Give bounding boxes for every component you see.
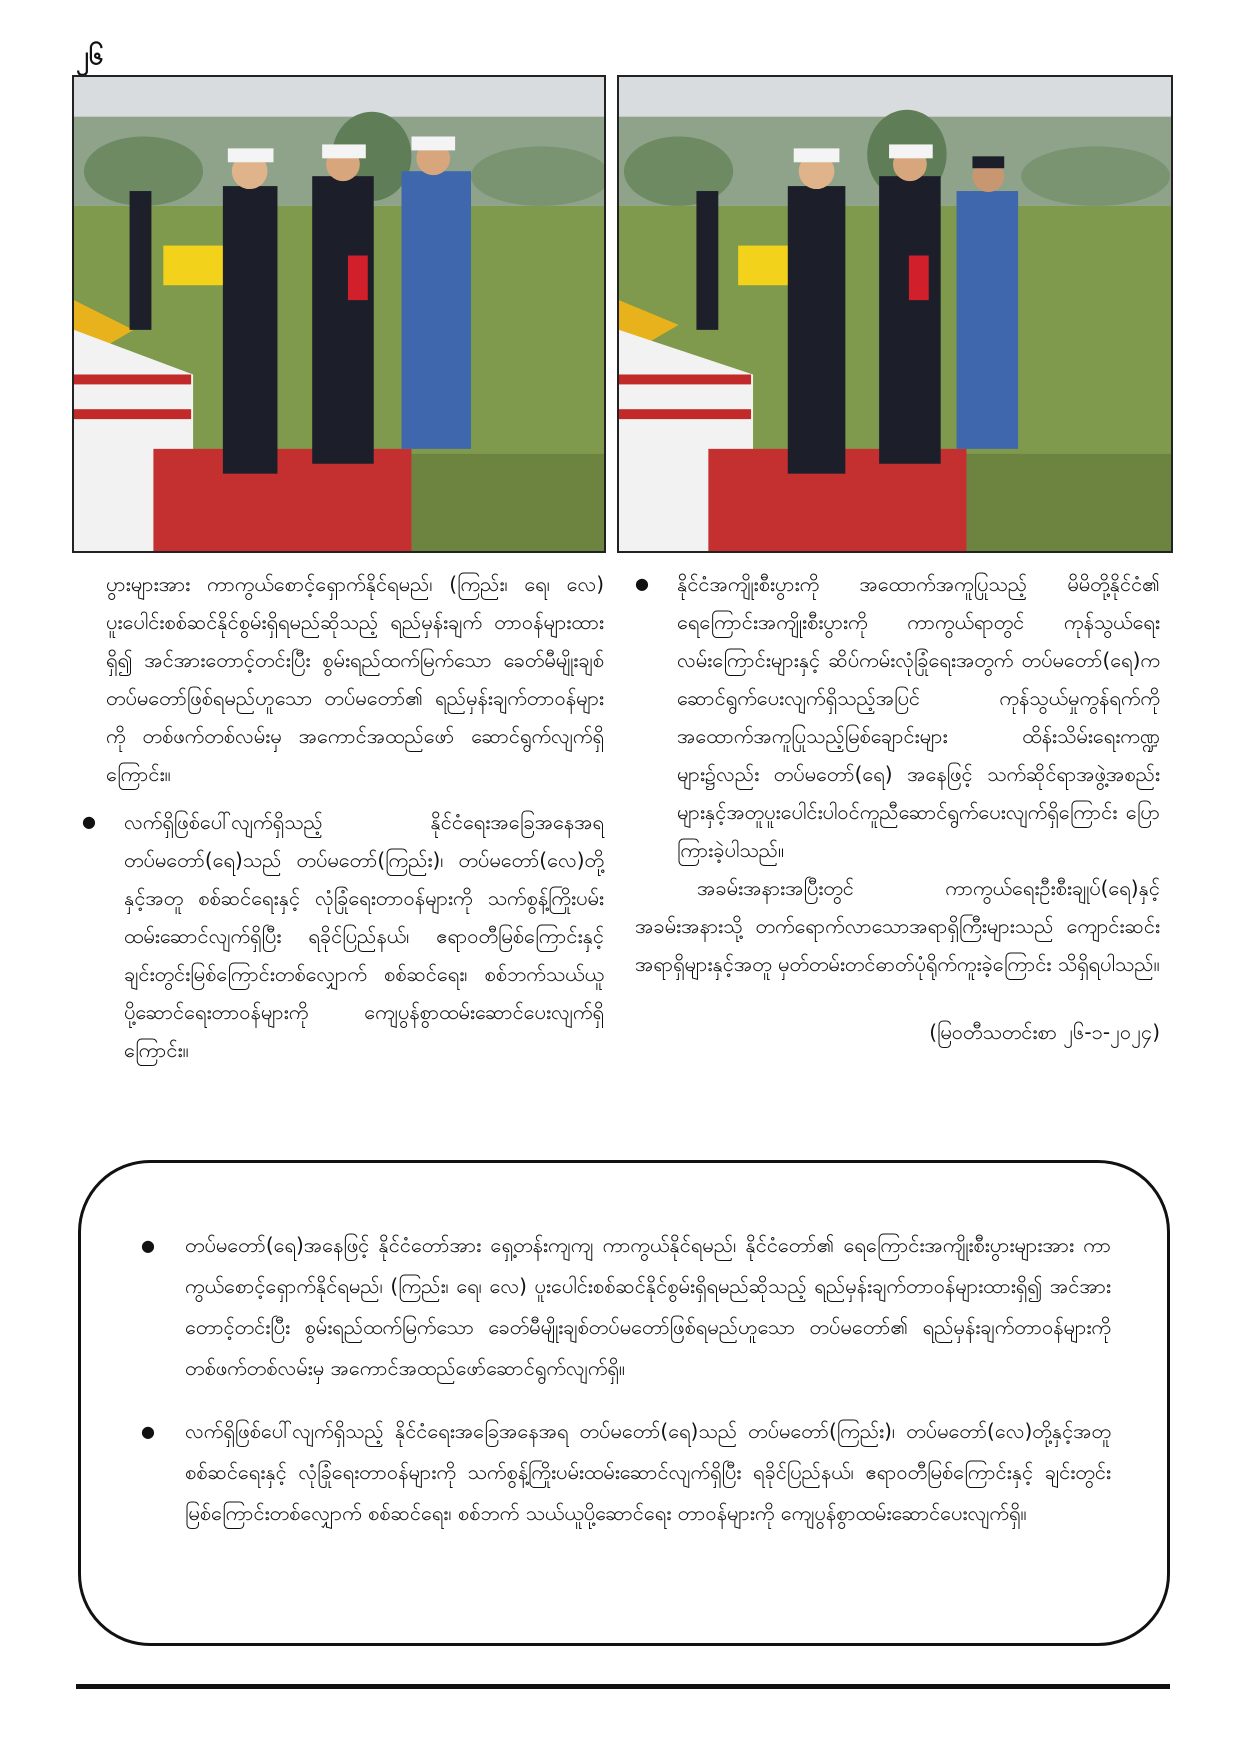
summary-bullet-operations: ● လက်ရှိဖြစ်ပေါ်လျက်ရှိသည့် နိုင်ငံရေးအခြေအနေအရ တပ်မတော်(ရေ)သည် တပ်မတော်(ကြည်း)၊ တပ်မတော်(လေ)တို့နှင့်အတူ စစ်ဆင်ရေးနှင့် လုံခြုံရေးတာဝန်များကို သက်စွန့်ကြိုးပမ်းထမ်းဆောင်လျက်ရှိပြီး ရခိုင်ပြည်နယ်၊ ဧရာဝတီမြစ်ကြောင်းနှင့် ချင်းတွင်းမြစ်ကြောင်းတစ်လျှောက် စစ်ဆင်ရေး၊ စစ်ဘက် သယ်ယူပို့ဆောင်ရေး တာဝန်များကို ကျေပွန်စွာထမ်းဆောင်ပေးလျက်ရှိ။	[141, 1411, 1111, 1534]
ceremony-photo-icon	[619, 77, 1171, 551]
continued-paragraph: ပွားများအား ကာကွယ်စောင့်ရှောက်နိုင်ရမည်၊ (ကြည်း၊ ရေ၊ လေ) ပူးပေါင်းစစ်ဆင်နိုင်စွမ်းရှိရမည်ဆိုသည့် ရည်မှန်းချက် တာဝန်များထားရှိ၍ အင်အားတောင့်တင်းပြီး စွမ်းရည်ထက်မြက်သော ခေတ်မီမျိုးချစ်တပ်မတော်ဖြစ်ရမည်ဟူသော တပ်မတော်၏ ရည်မှန်းချက်တာဝန်များကို တစ်ဖက်တစ်လမ်းမှ အကောင်အထည်ဖော် ဆောင်ရွက်လျက်ရှိကြောင်း။	[106, 572, 604, 786]
news-source: (မြဝတီသတင်းစာ ၂၆-၁-၂၀၂၄)	[929, 1020, 1160, 1044]
page-number: ၂၆	[76, 41, 104, 71]
ceremony-photo-icon	[74, 77, 604, 551]
bullet-operations: ● လက်ရှိဖြစ်ပေါ်လျက်ရှိသည့် နိုင်ငံရေးအခြေအနေအရ တပ်မတော်(ရေ)သည် တပ်မတော်(ကြည်း)၊ တပ်မတော်(လေ)တို့နှင့်အတူ စစ်ဆင်ရေးနှင့် လုံခြုံရေးတာဝန်များကို သက်စွန့်ကြိုးပမ်းထမ်းဆောင်လျက်ရှိပြီး ရခိုင်ပြည်နယ်၊ ဧရာဝတီမြစ်ကြောင်းနှင့် ချင်းတွင်းမြစ်ကြောင်းတစ်လျှောက် စစ်ဆင်ရေး၊ စစ်ဘက်သယ်ယူပို့ဆောင်ရေးတာဝန်များကို ကျေပွန်စွာထမ်းဆောင်ပေးလျက်ရှိကြောင်း။	[82, 803, 604, 1069]
left-column	[82, 565, 604, 1069]
summary-bullet-defense: ● တပ်မတော်(ရေ)အနေဖြင့် နိုင်ငံတော်အား ရှေ့တန်းကျကျ ကာကွယ်နိုင်ရမည်၊ နိုင်ငံတော်၏ ရေကြောင်းအကျိုးစီးပွားများအား ကာကွယ်စောင့်ရှောက်နိုင်ရမည်၊ (ကြည်း၊ ရေ၊ လေ) ပူးပေါင်းစစ်ဆင်နိုင်စွမ်းရှိရမည်ဆိုသည့် ရည်မှန်းချက်တာဝန်များထားရှိ၍ အင်အားတောင့်တင်းပြီး စွမ်းရည်ထက်မြက်သော ခေတ်မီမျိုးချစ်တပ်မတော်ဖြစ်ရမည်ဟူသော တပ်မတော်၏ ရည်မှန်းချက်တာဝန်များကို တစ်ဖက်တစ်လမ်းမှ အကောင်အထည်ဖော်ဆောင်ရွက်လျက်ရှိ။	[141, 1225, 1111, 1389]
ceremony-photo-right	[617, 75, 1173, 553]
summary-box	[78, 1160, 1170, 1646]
ceremony-photo-left	[72, 75, 606, 553]
bottom-rule	[76, 1684, 1170, 1689]
closing-paragraph: အခမ်းအနားအပြီးတွင် ကာကွယ်ရေးဦးစီးချုပ်(ရေ)နှင့် အခမ်းအနားသို့ တက်ရောက်လာသောအရာရှိကြီးများသည် ကျောင်းဆင်းအရာရှိများနှင့်အတူ မှတ်တမ်းတင်ဓာတ်ပုံရိုက်ကူးခဲ့ကြောင်း သိရှိရပါသည်။	[635, 876, 1160, 976]
bullet-maritime-interests: ● နိုင်ငံအကျိုးစီးပွားကို အထောက်အကူပြုသည့် မိမိတို့နိုင်ငံ၏ ရေကြောင်းအကျိုးစီးပွားကို ကာကွယ်ရာတွင် ကုန်သွယ်ရေးလမ်းကြောင်းများနှင့် ဆိပ်ကမ်းလုံခြုံရေးအတွက် တပ်မတော်(ရေ)က ဆောင်ရွက်ပေးလျက်ရှိသည့်အပြင် ကုန်သွယ်မှုကွန်ရက်ကို အထောက်အကူပြုသည့်မြစ်ချောင်းများ ထိန်းသိမ်းရေးကဏ္ဍများ၌လည်း တပ်မတော်(ရေ) အနေဖြင့် သက်ဆိုင်ရာအဖွဲ့အစည်းများနှင့်အတူပူးပေါင်းပါဝင်ကူညီဆောင်ရွက်ပေးလျက်ရှိကြောင်း ပြောကြားခဲ့ပါသည်။	[635, 565, 1160, 869]
right-column	[635, 565, 1160, 1051]
